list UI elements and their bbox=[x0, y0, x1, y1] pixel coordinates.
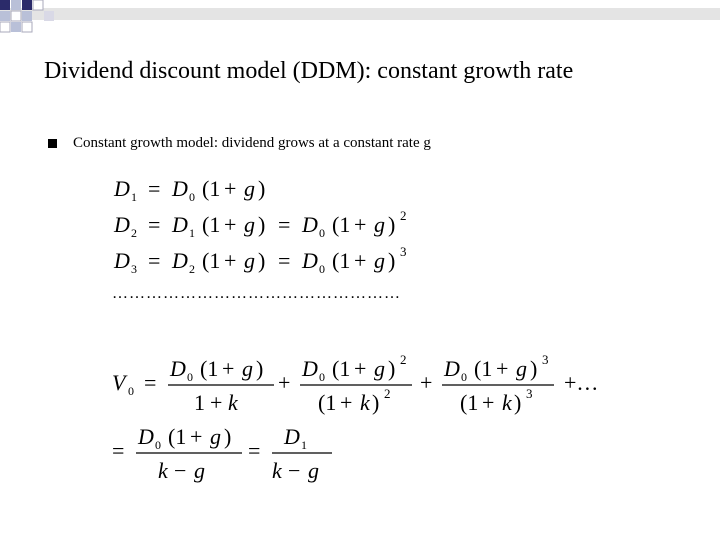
svg-text:3: 3 bbox=[526, 386, 533, 401]
svg-text:0: 0 bbox=[189, 190, 195, 204]
slide-title: Dividend discount model (DDM): constant growth rate bbox=[44, 58, 574, 84]
bullet-item bbox=[48, 135, 431, 152]
svg-text:D: D bbox=[284, 424, 300, 449]
svg-text:g: g bbox=[516, 356, 527, 381]
svg-text:=: = bbox=[148, 176, 161, 201]
svg-text:3: 3 bbox=[131, 262, 137, 276]
svg-text:2: 2 bbox=[189, 262, 195, 276]
svg-text:1: 1 bbox=[194, 390, 205, 415]
svg-text:2: 2 bbox=[384, 386, 391, 401]
svg-text:(1: (1 bbox=[332, 248, 351, 273]
svg-text:+: + bbox=[354, 248, 367, 273]
svg-text:k: k bbox=[272, 458, 282, 483]
svg-text:): ) bbox=[256, 356, 264, 381]
svg-text:=: = bbox=[148, 212, 161, 237]
svg-text:+…: +… bbox=[564, 370, 599, 395]
svg-text:D: D bbox=[302, 356, 318, 381]
svg-text:1: 1 bbox=[301, 438, 307, 452]
svg-text:D: D bbox=[172, 248, 188, 273]
svg-text:0: 0 bbox=[155, 438, 161, 452]
svg-text:): ) bbox=[388, 356, 396, 381]
svg-text:D: D bbox=[172, 212, 188, 237]
svg-text:0: 0 bbox=[128, 384, 134, 398]
svg-text:): ) bbox=[388, 248, 396, 273]
svg-text:+: + bbox=[224, 212, 237, 237]
svg-text:0: 0 bbox=[187, 370, 193, 384]
svg-text:3: 3 bbox=[400, 244, 407, 259]
svg-text:(1: (1 bbox=[332, 356, 351, 381]
svg-text:1: 1 bbox=[131, 190, 137, 204]
svg-text:−: − bbox=[174, 458, 187, 483]
svg-text:(1: (1 bbox=[318, 390, 337, 415]
svg-text:g: g bbox=[374, 248, 385, 273]
svg-text:(1: (1 bbox=[460, 390, 479, 415]
svg-text:0: 0 bbox=[319, 262, 325, 276]
svg-text:): ) bbox=[224, 424, 232, 449]
svg-text:k: k bbox=[228, 390, 238, 415]
svg-text:D: D bbox=[302, 212, 318, 237]
svg-text:g: g bbox=[194, 458, 205, 483]
svg-text:D: D bbox=[114, 248, 130, 273]
svg-text:g: g bbox=[374, 356, 385, 381]
svg-text:(1: (1 bbox=[202, 212, 221, 237]
svg-text:g: g bbox=[308, 458, 319, 483]
svg-text:2: 2 bbox=[131, 226, 137, 240]
svg-text:+: + bbox=[354, 212, 367, 237]
svg-text:): ) bbox=[258, 248, 266, 273]
square-bullet-icon bbox=[48, 139, 57, 148]
svg-text:): ) bbox=[372, 390, 380, 415]
svg-text:+: + bbox=[354, 356, 367, 381]
svg-text:1: 1 bbox=[189, 226, 195, 240]
dividend-growth-equations bbox=[108, 170, 438, 280]
svg-text:+: + bbox=[222, 356, 235, 381]
svg-text:k: k bbox=[158, 458, 168, 483]
svg-text:(1: (1 bbox=[200, 356, 219, 381]
svg-text:D: D bbox=[170, 356, 186, 381]
svg-text:0: 0 bbox=[461, 370, 467, 384]
svg-text:g: g bbox=[210, 424, 221, 449]
continuation-dots: …………………………………………… bbox=[112, 285, 401, 302]
svg-text:0: 0 bbox=[319, 226, 325, 240]
svg-text:+: + bbox=[496, 356, 509, 381]
svg-text:(1: (1 bbox=[168, 424, 187, 449]
svg-text:): ) bbox=[258, 212, 266, 237]
svg-text:=: = bbox=[278, 248, 291, 273]
svg-text:g: g bbox=[242, 356, 253, 381]
svg-text:=: = bbox=[278, 212, 291, 237]
svg-text:V: V bbox=[112, 370, 126, 395]
svg-text:2: 2 bbox=[400, 352, 407, 367]
svg-text:D: D bbox=[444, 356, 460, 381]
svg-text:D: D bbox=[114, 176, 130, 201]
svg-text:): ) bbox=[388, 212, 396, 237]
svg-text:+: + bbox=[278, 370, 291, 395]
bullet-text: Constant growth model: dividend grows at a constant rate g bbox=[73, 135, 431, 151]
svg-text:+: + bbox=[340, 390, 353, 415]
svg-text:+: + bbox=[210, 390, 223, 415]
svg-text:+: + bbox=[224, 176, 237, 201]
svg-text:D: D bbox=[172, 176, 188, 201]
svg-text:g: g bbox=[244, 212, 255, 237]
svg-text:=: = bbox=[248, 438, 261, 463]
svg-text:D: D bbox=[114, 212, 130, 237]
svg-text:=: = bbox=[148, 248, 161, 273]
svg-text:+: + bbox=[224, 248, 237, 273]
svg-text:−: − bbox=[288, 458, 301, 483]
svg-text:(1: (1 bbox=[474, 356, 493, 381]
svg-text:(1: (1 bbox=[202, 248, 221, 273]
svg-text:=: = bbox=[112, 438, 125, 463]
svg-text:): ) bbox=[258, 176, 266, 201]
svg-text:): ) bbox=[514, 390, 522, 415]
svg-text:+: + bbox=[190, 424, 203, 449]
svg-text:): ) bbox=[530, 356, 538, 381]
svg-text:0: 0 bbox=[319, 370, 325, 384]
svg-text:k: k bbox=[502, 390, 512, 415]
svg-text:3: 3 bbox=[542, 352, 549, 367]
svg-text:g: g bbox=[374, 212, 385, 237]
svg-text:+: + bbox=[482, 390, 495, 415]
svg-text:=: = bbox=[144, 370, 157, 395]
header-decoration bbox=[0, 0, 720, 40]
svg-text:D: D bbox=[138, 424, 154, 449]
gordon-growth-result-equation bbox=[108, 422, 348, 488]
svg-text:g: g bbox=[244, 248, 255, 273]
svg-text:(1: (1 bbox=[202, 176, 221, 201]
valuation-series-equation bbox=[108, 350, 608, 420]
svg-text:(1: (1 bbox=[332, 212, 351, 237]
svg-text:k: k bbox=[360, 390, 370, 415]
svg-text:+: + bbox=[420, 370, 433, 395]
svg-text:D: D bbox=[302, 248, 318, 273]
svg-text:g: g bbox=[244, 176, 255, 201]
svg-text:2: 2 bbox=[400, 208, 407, 223]
